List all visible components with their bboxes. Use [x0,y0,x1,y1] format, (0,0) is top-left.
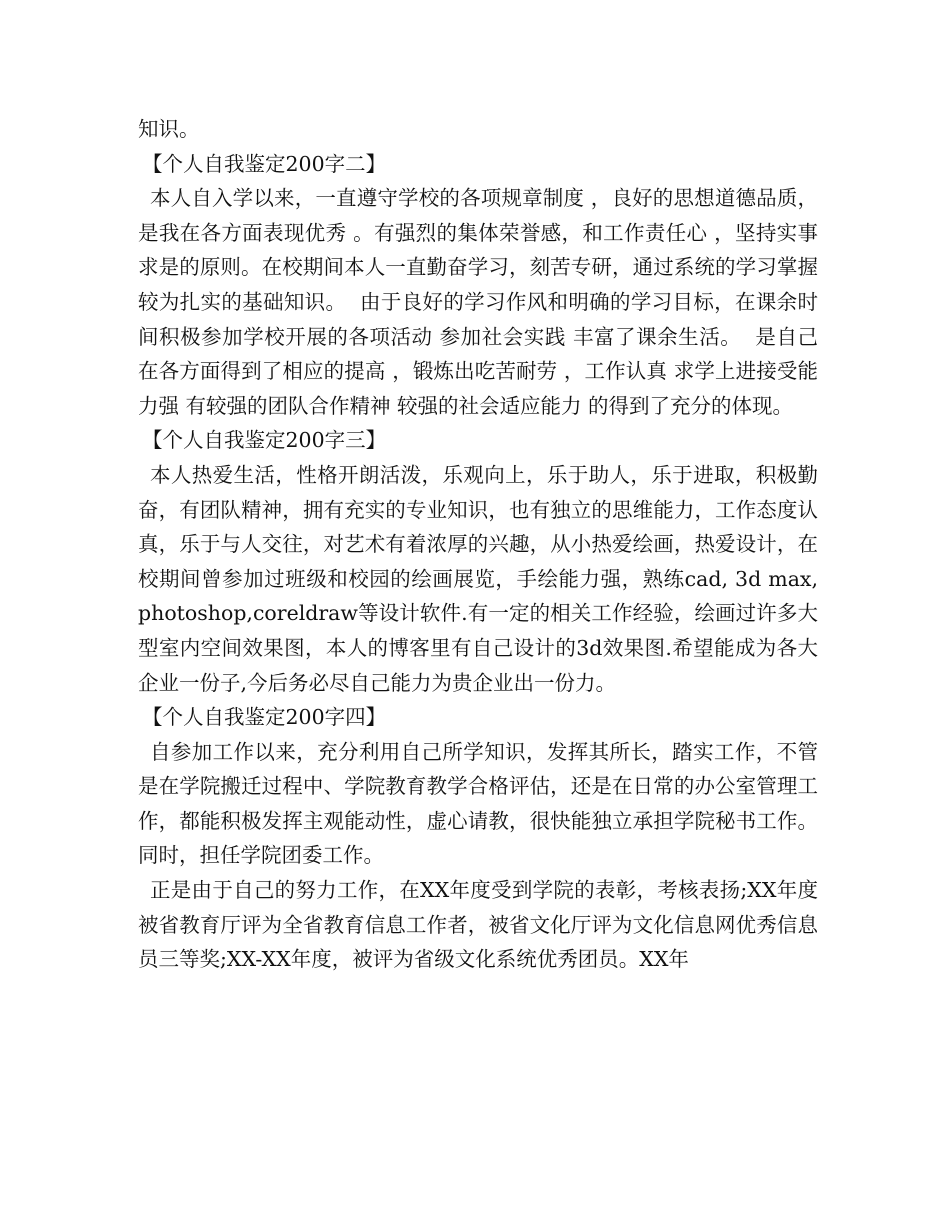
document-page [138,112,825,977]
section-heading-4: 【个人自我鉴定200字四】 [142,705,387,730]
section-heading-3: 【个人自我鉴定200字三】 [142,428,387,453]
section-heading-2: 【个人自我鉴定200字二】 [142,151,387,176]
paragraph-section-4a: 自参加工作以来，充分利用自己所学知识，发挥其所长，踏实工作，不管是在学院搬迁过程中、学院教育教学合格评估，还是在日常的办公室管理工作，都能积极发挥主观能动性，虚心请教，很快能独立承担学院秘书工作。同时，担任学院团委工作。 [138,739,818,868]
paragraph-section-4b: 正是由于自己的努力工作，在XX年度受到学院的表彰，考核表扬;XX年度被省教育厅评为全省教育信息工作者，被省文化厅评为文化信息网优秀信息员三等奖;XX-XX年度，被评为省级文化系统优秀团员。XX年 [138,878,818,972]
paragraph-section-2: 本人自入学以来，一直遵守学校的各项规章制度 ，良好的思想道德品质，是我在各方面表现优秀 。有强烈的集体荣誉感，和工作责任心 ，坚持实事求是的原则。在校期间本人一直勤奋学习，刻苦专研，通过系统的学习掌握较为扎实的基础知识。 由于良好的学习作风和明确的学习目标，在课余时间积极参加学校开展的各项活动 参加社会实践 丰富了课余生活。 是自己在各方面得到了相应的提高 ，锻炼出吃苦耐劳 ，工作认真 求学上进接受能力强 有较强的团队合作精神 较强的社会适应能力 的得到了充分的体现。 [138,186,818,418]
paragraph-continuation: 知识。 [138,117,200,141]
paragraph-section-3: 本人热爱生活，性格开朗活泼，乐观向上，乐于助人，乐于进取，积极勤奋，有团队精神，拥有充实的专业知识，也有独立的思维能力，工作态度认真，乐于与人交往，对艺术有着浓厚的兴趣，从小热爱绘画，热爱设计，在校期间曾参加过班级和校园的绘画展览，手绘能力强，熟练cad, 3d max, photoshop,coreldraw等设计软件.有一定的相关工作经验，绘画过许多大型室内空间效果图，本人的博客里有自己设计的3d效果图.希望能成为各大企业一份子,今后务必尽自己能力为贵企业出一份力。 [138,462,825,695]
